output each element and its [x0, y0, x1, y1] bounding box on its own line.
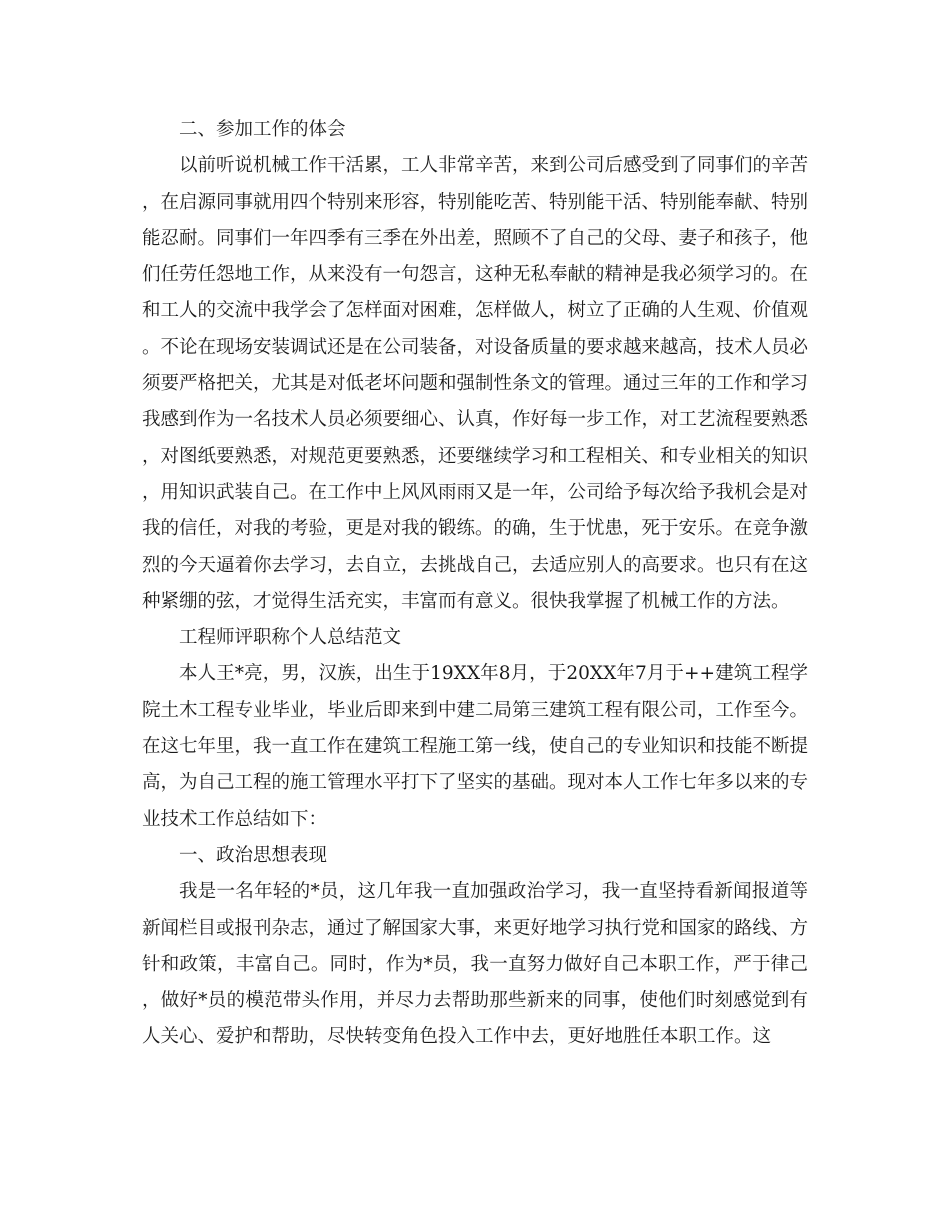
body-paragraph: 以前听说机械工作干活累，工人非常辛苦，来到公司后感受到了同事们的辛苦，在启源同事就用四个特别来形容，特别能吃苦、特别能干活、特别能奉献、特别能忍耐。同事们一年四季有三季在外出差，照顾不了自己的父母、妻子和孩子，他们任劳任怨地工作，从来没有一句怨言，这种无私奉献的精神是我必须学习的。在和工人的交流中我学会了怎样面对困难，怎样做人，树立了正确的人生观、价值观。不论在现场安装调试还是在公司装备，对设备质量的要求越来越高，技术人员必须要严格把关，尤其是对低老坏问题和强制性条文的管理。通过三年的工作和学习我感到作为一名技术人员必须要细心、认真，作好每一步工作，对工艺流程要熟悉，对图纸要熟悉，对规范更要熟悉，还要继续学习和工程相关、和专业相关的知识，用知识武装自己。在工作中上风风雨雨又是一年，公司给予每次给予我机会是对我的信任，对我的考验，更是对我的锻练。的确，生于忧患，死于安乐。在竞争激烈的今天逼着你去学习，去自立，去挑战自己，去适应别人的高要求。也只有在这种紧绷的弦，才觉得生活充实，丰富而有意义。很快我掌握了机械工作的方法。	[142, 155, 809, 612]
section-heading-political: 一、政治思想表现	[179, 844, 328, 866]
body-paragraph: 我是一名年轻的*员，这几年我一直加强政治学习，我一直坚持看新闻报道等新闻栏目或报刊杂志，通过了解国家大事，来更好地学习执行党和国家的路线、方针和政策，丰富自己。同时，作为*员，我一直努力做好自己本职工作，严于律己，做好*员的模范带头作用，并尽力去帮助那些新来的同事，使他们时刻感觉到有人关心、爱护和帮助，尽快转变角色投入工作中去，更好地胜任本职工作。这	[142, 881, 809, 1048]
document-body	[142, 112, 808, 1056]
document-title: 工程师评职称个人总结范文	[179, 627, 402, 649]
section-heading-work-experience: 二、参加工作的体会	[179, 119, 346, 140]
body-paragraph: 本人王*亮，男，汉族，出生于19XX年8月，于20XX年7月于++建筑工程学院土木工程专业毕业，毕业后即来到中建二局第三建筑工程有限公司，工作至今。在这七年里，我一直工作在建筑工程施工第一线，使自己的专业知识和技能不断提高，为自己工程的施工管理水平打下了坚实的基础。现对本人工作七年多以来的专业技术工作总结如下：	[142, 663, 809, 830]
